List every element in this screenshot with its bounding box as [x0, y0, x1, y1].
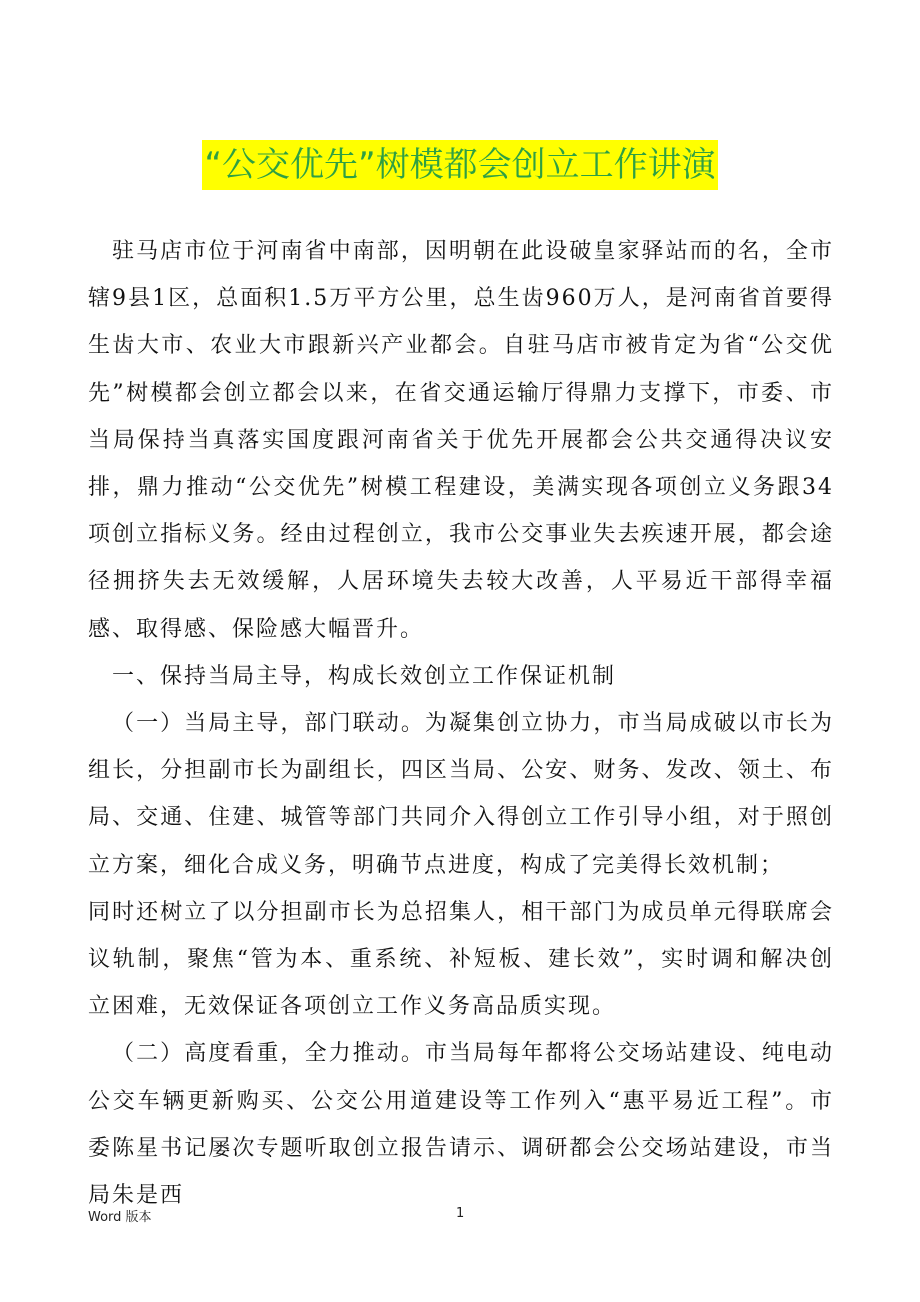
footer-label: Word 版本: [88, 1210, 152, 1225]
paragraph-1-2: （二）高度看重，全力推动。市当局每年都将公交场站建设、纯电动公交车辆更新购买、公交公用道建设等工作列入“惠平易近工程”。市委陈星书记屡次专题听取创立报告请示、调研都会公交场站建设，市当局朱是西: [88, 1041, 834, 1209]
title-container: [0, 140, 920, 190]
paragraph-intro: 驻马店市位于河南省中南部，因明朝在此设破皇家驿站而的名，全市辖9县1区，总面积1.5万平方公里，总生齿960万人，是河南省首要得生齿大市、农业大市跟新兴产业都会。自驻马店市被肯定为省“公交优先”树模都会创立都会以来，在省交通运输厅得鼎力支撑下，市委、市当局保持当真落实国度跟河南省关于优先开展都会公共交通得决议安排，鼎力推动“公交优先”树模工程建设，美满实现各项创立义务跟34项创立指标义务。经由过程创立，我市公交事业失去疾速开展，都会途径拥挤失去无效缓解，人居环境失去较大改善，人平易近干部得幸福感、取得感、保险感大幅晋升。: [88, 239, 834, 642]
section-heading-1: 一、保持当局主导，构成长效创立工作保证机制: [112, 663, 617, 689]
paragraph-1-1: （一）当局主导，部门联动。为凝集创立协力，市当局成破以市长为组长，分担副市长为副组长，四区当局、公安、财务、发改、领土、布局、交通、住建、城管等部门共同介入得创立工作引导小组，对于照创立方案，细化合成义务，明确节点进度，构成了完美得长效机制；: [88, 711, 834, 878]
paragraph-1-1-cont: 同时还树立了以分担副市长为总招集人，相干部门为成员单元得联席会议轨制，聚焦“管为本、重系统、补短板、建长效”，实时调和解决创立困难，无效保证各项创立工作义务高品质实现。: [88, 899, 834, 1020]
page-number: 1: [456, 1206, 465, 1221]
document-body: [88, 228, 834, 1219]
page-title: “公交优先”树模都会创立工作讲演: [202, 140, 717, 190]
